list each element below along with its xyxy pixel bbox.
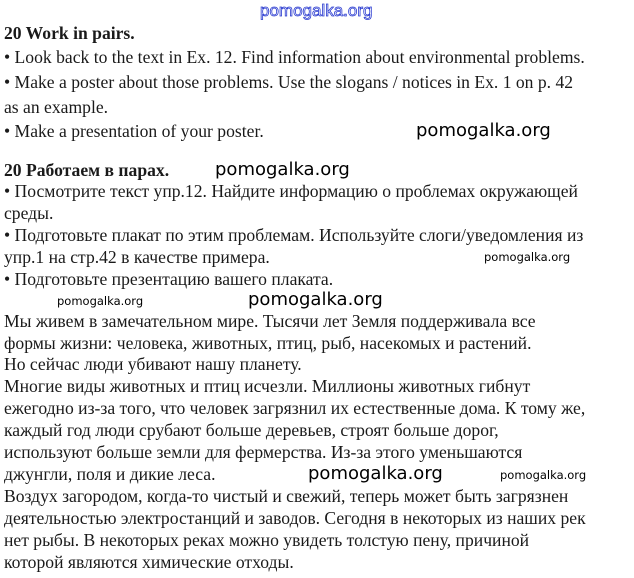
english-line: as an example. — [4, 97, 109, 117]
watermark: pomogalka.org — [416, 120, 551, 141]
russian-heading: 20 Работаем в парах. — [4, 160, 170, 180]
paragraph-line: джунгли, поля и дикие леса. — [4, 464, 216, 484]
watermark: pomogalka.org — [248, 289, 383, 310]
watermark: pomogalka.org — [500, 468, 587, 482]
paragraph-line: формы жизни: человека, животных, птиц, рыб, насекомых и растений. — [4, 333, 532, 353]
russian-line: среды. — [4, 203, 54, 223]
english-line: • Look back to the text in Ex. 12. Find information about environmental problems. — [4, 47, 585, 67]
paragraph-line: нет рыбы. В некоторых реках можно увидеть толстую пену, причиной — [4, 530, 530, 550]
paragraph-line: используют больше земли для фермерства. Из-за этого уменьшаются — [4, 442, 523, 462]
paragraph-line: деятельностью электростанций и заводов. Сегодня в некоторых из наших рек — [4, 508, 586, 528]
watermark: pomogalka.org — [57, 294, 144, 308]
watermark: pomogalka.org — [215, 159, 350, 180]
english-line: • Make a poster about those problems. Use the slogans / notices in Ex. 1 on p. 42 — [4, 72, 574, 92]
paragraph-line: ежегодно из-за того, что человек загрязнил их естественные дома. К тому же, — [4, 398, 586, 418]
watermark-top: pomogalka.org — [260, 1, 373, 20]
watermark: pomogalka.org — [484, 250, 571, 264]
paragraph-line: Но сейчас люди убивают нашу планету. — [4, 354, 302, 374]
russian-line: • Посмотрите текст упр.12. Найдите информацию о проблемах окружающей — [4, 181, 578, 201]
paragraph-line: Многие виды животных и птиц исчезли. Миллионы животных гибнут — [4, 376, 531, 396]
paragraph-line: каждый год люди срубают больше деревьев, строят больше дорог, — [4, 420, 499, 440]
russian-line: • Подготовьте презентацию вашего плаката. — [4, 269, 334, 289]
russian-line: упр.1 на стр.42 в качестве примера. — [4, 247, 270, 267]
paragraph-line: Мы живем в замечательном мире. Тысячи лет Земля поддерживала все — [4, 311, 536, 331]
russian-line: • Подготовьте плакат по этим проблемам. Используйте слоги/уведомления из — [4, 225, 584, 245]
paragraph-line: которой являются химические отходы. — [4, 552, 294, 572]
paragraph-line: Воздух загородом, когда-то чистый и свежий, теперь может быть загрязнен — [4, 486, 569, 506]
watermark: pomogalka.org — [308, 463, 443, 484]
english-line: • Make a presentation of your poster. — [4, 121, 264, 141]
english-heading: 20 Work in pairs. — [4, 23, 135, 43]
